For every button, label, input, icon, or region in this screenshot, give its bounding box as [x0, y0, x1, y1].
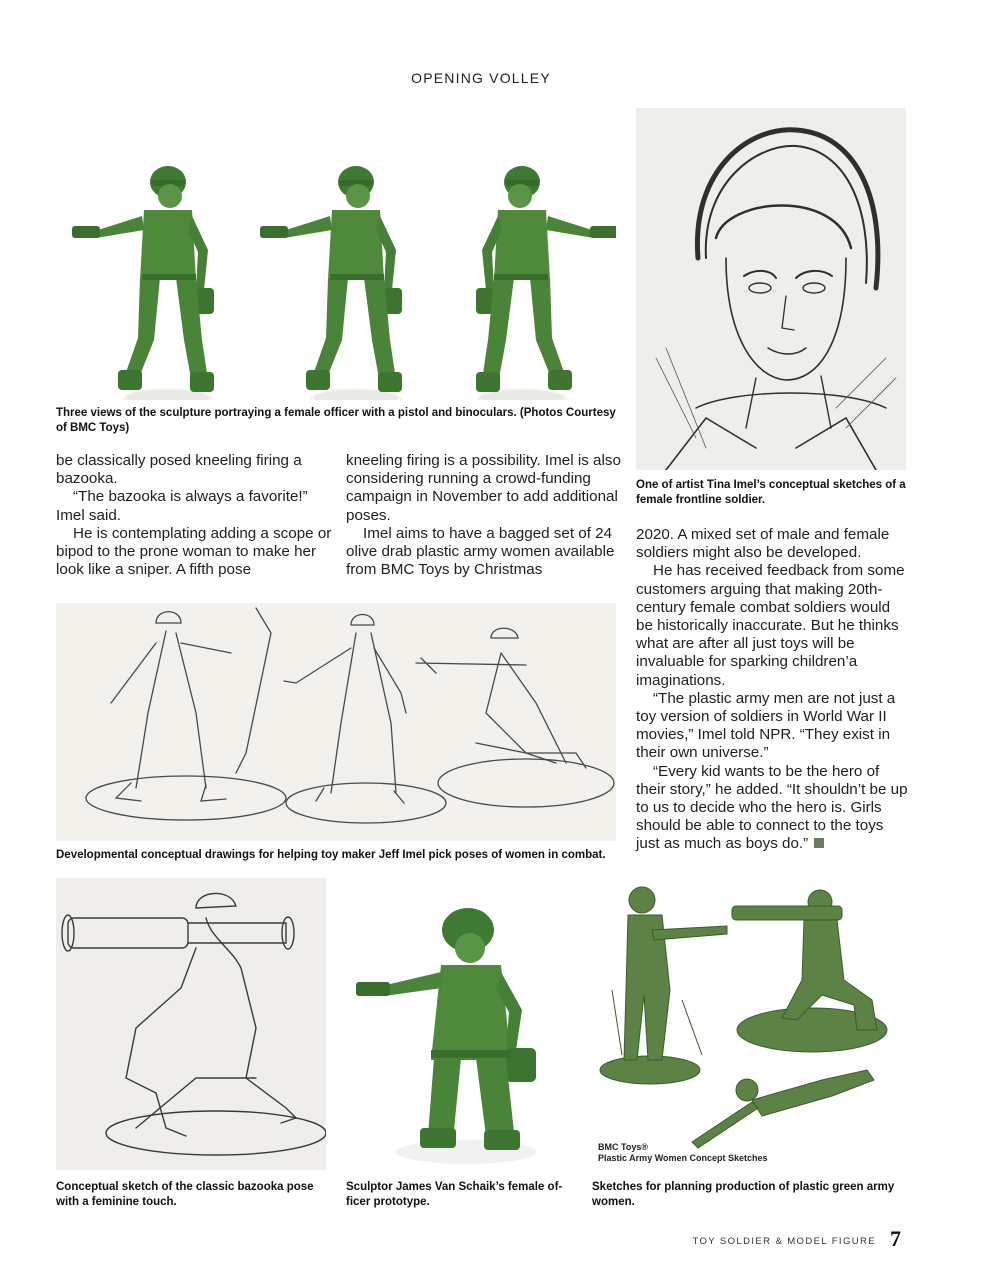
three-views-photo [56, 110, 616, 400]
publication-name: TOY SOLDIER & MODEL FIGURE [692, 1236, 876, 1247]
end-mark [814, 838, 824, 848]
paragraph: He has received feedback from some customers arguing that making 20th-century female combat soldiers would be historically inaccurate. But he thinks what are after all just toys will be invaluable for sparking children’a imaginations. [636, 562, 905, 689]
paragraph: Imel aims to have a bagged set of 24 olive drab plastic army women available from BMC Toys by Christmas [346, 524, 615, 579]
paragraph: 2020. A mixed set of male and female soldiers might also be developed. [636, 526, 890, 562]
concept-sketches-caption: Sketches for planning production of plastic green army women. [592, 1181, 895, 1208]
three-views-caption: Three views of the sculpture portraying a female officer with a pistol and binoculars. (Photos Courtesy of BMC Toys) [56, 407, 616, 434]
paragraph-text: “Every kid wants to be the hero of their story,” he added. “It shouldn’t be up to us to decide who the hero is. Girls should be able to connect to the toys just as much as boys do.” [636, 762, 908, 853]
paragraph [636, 763, 908, 854]
paragraph: He is contemplating adding a scope or bipod to the prone woman to make her look like a sniper. A fifth pose [56, 524, 332, 579]
paragraph: kneeling firing is a possibility. Imel is also considering running a crowd-funding campaign in November to add additional poses. [346, 452, 621, 524]
body-column-2 [346, 452, 622, 579]
prototype-caption: Sculptor James Van Schaik’s female of-ficer prototype. [346, 1181, 563, 1208]
concept-sketches [592, 880, 912, 1172]
paragraph: be classically posed kneeling firing a bazooka. [56, 452, 302, 488]
developmental-drawings [56, 603, 616, 841]
body-column-3 [636, 526, 908, 854]
prototype-photo [346, 900, 576, 1170]
bmc-label [598, 1142, 768, 1164]
bmc-label-line1: BMC Toys® [598, 1142, 648, 1152]
portrait-sketch-caption: One of artist Tina Imel’s conceptual sketches of a female frontline soldier. [636, 479, 906, 506]
page-number: 7 [890, 1226, 901, 1251]
paragraph: “The bazooka is always a favorite!” Imel said. [56, 488, 308, 524]
portrait-sketch [636, 108, 906, 470]
section-title: OPENING VOLLEY [411, 70, 551, 86]
developmental-caption: Developmental conceptual drawings for helping toy maker Jeff Imel pick poses of women in combat. [56, 849, 606, 861]
bmc-label-line2: Plastic Army Women Concept Sketches [598, 1153, 768, 1163]
bazooka-caption: Conceptual sketch of the classic bazooka pose with a feminine touch. [56, 1181, 314, 1208]
paragraph: “The plastic army men are not just a toy version of soldiers in World War II movies,” Imel told NPR. “They exist in their own universe.” [636, 689, 896, 762]
body-column-1 [56, 452, 332, 579]
bazooka-sketch [56, 878, 326, 1170]
